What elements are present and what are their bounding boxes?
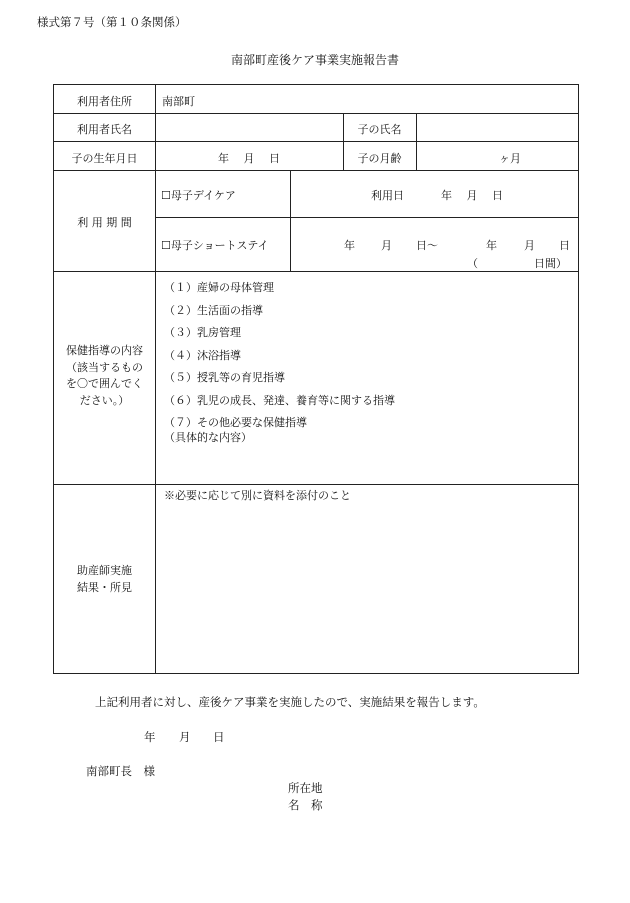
- shortstay-end-month[interactable]: 月: [524, 239, 535, 252]
- attachment-note: ※必要に応じて別に資料を添付のこと: [164, 489, 351, 502]
- child-age-field[interactable]: ヶ月: [499, 152, 521, 165]
- report-statement: 上記利用者に対し、産後ケア事業を実施したので、実施結果を報告します。: [95, 695, 485, 709]
- guidance-item-7[interactable]: （７）その他必要な保健指導: [164, 416, 307, 429]
- guidance-items-list: [164, 279, 395, 437]
- guidance-item-1[interactable]: （１）産婦の母体管理: [164, 281, 274, 294]
- daycare-use-date-field[interactable]: 年 月 日: [441, 189, 503, 202]
- shortstay-days-open: （: [467, 257, 478, 270]
- location-label: 所在地: [288, 781, 323, 795]
- shortstay-start-month[interactable]: 月: [381, 239, 392, 252]
- daycare-use-date-label: 利用日: [371, 189, 404, 202]
- usage-period-label: 利 用 期 間: [77, 216, 132, 229]
- midwife-label-line-2: 結果・所見: [77, 580, 132, 594]
- shortstay-end-year[interactable]: 年: [486, 239, 497, 252]
- shortstay-start-year[interactable]: 年: [344, 239, 355, 252]
- child-birthdate-field[interactable]: 年 月 日: [218, 152, 280, 165]
- child-birthdate-label: 子の生年月日: [71, 152, 138, 165]
- address-value[interactable]: 南部町: [162, 95, 195, 108]
- child-name-label: 子の氏名: [357, 123, 402, 136]
- guidance-item-3[interactable]: （３）乳房管理: [164, 326, 241, 339]
- guidance-item-4[interactable]: （４）沐浴指導: [164, 348, 241, 362]
- shortstay-end-day[interactable]: 日: [559, 239, 570, 252]
- shortstay-option[interactable]: [161, 237, 269, 253]
- child-name-field[interactable]: [422, 121, 572, 135]
- daycare-checkbox[interactable]: ☐: [161, 189, 171, 202]
- daycare-option[interactable]: [161, 187, 236, 203]
- facility-name-label: 名 称: [288, 798, 323, 812]
- guidance-label-line-1: 保健指導の内容: [66, 344, 143, 357]
- report-date-month[interactable]: 月: [179, 730, 191, 744]
- shortstay-days-field[interactable]: 日間）: [534, 257, 567, 270]
- guidance-label-line-3: を〇で囲んでく: [66, 377, 143, 390]
- user-name-label: 利用者氏名: [77, 123, 132, 136]
- midwife-results-label: [54, 563, 155, 596]
- midwife-results-field[interactable]: [164, 505, 569, 665]
- midwife-label-line-1: 助産師実施: [77, 564, 132, 577]
- guidance-label: [54, 343, 155, 409]
- shortstay-start-day[interactable]: 日〜: [416, 239, 438, 252]
- guidance-item-5[interactable]: （５）授乳等の育児指導: [164, 371, 285, 384]
- guidance-detail-label: （具体的な内容）: [164, 431, 252, 444]
- report-date-year[interactable]: 年: [144, 730, 156, 744]
- report-table: [53, 84, 579, 674]
- shortstay-checkbox[interactable]: ☐: [161, 239, 171, 252]
- daycare-label: 母子デイケア: [170, 189, 236, 202]
- report-date-day[interactable]: 日: [213, 730, 225, 744]
- guidance-label-line-2: （該当するもの: [66, 360, 143, 374]
- user-name-field[interactable]: [162, 121, 337, 135]
- guidance-item-2[interactable]: （２）生活面の指導: [164, 303, 263, 317]
- guidance-label-line-4: ださい。）: [79, 393, 130, 407]
- child-age-label: 子の月齢: [357, 152, 402, 165]
- address-label: 利用者住所: [77, 95, 132, 108]
- guidance-item-6[interactable]: （６）乳児の成長、発達、養育等に関する指導: [164, 393, 395, 407]
- form-number: 様式第７号（第１０条関係）: [37, 15, 187, 29]
- recipient: 南部町長 様: [86, 764, 155, 778]
- document-title: 南部町産後ケア事業実施報告書: [230, 53, 399, 67]
- shortstay-label: 母子ショートステイ: [170, 239, 269, 252]
